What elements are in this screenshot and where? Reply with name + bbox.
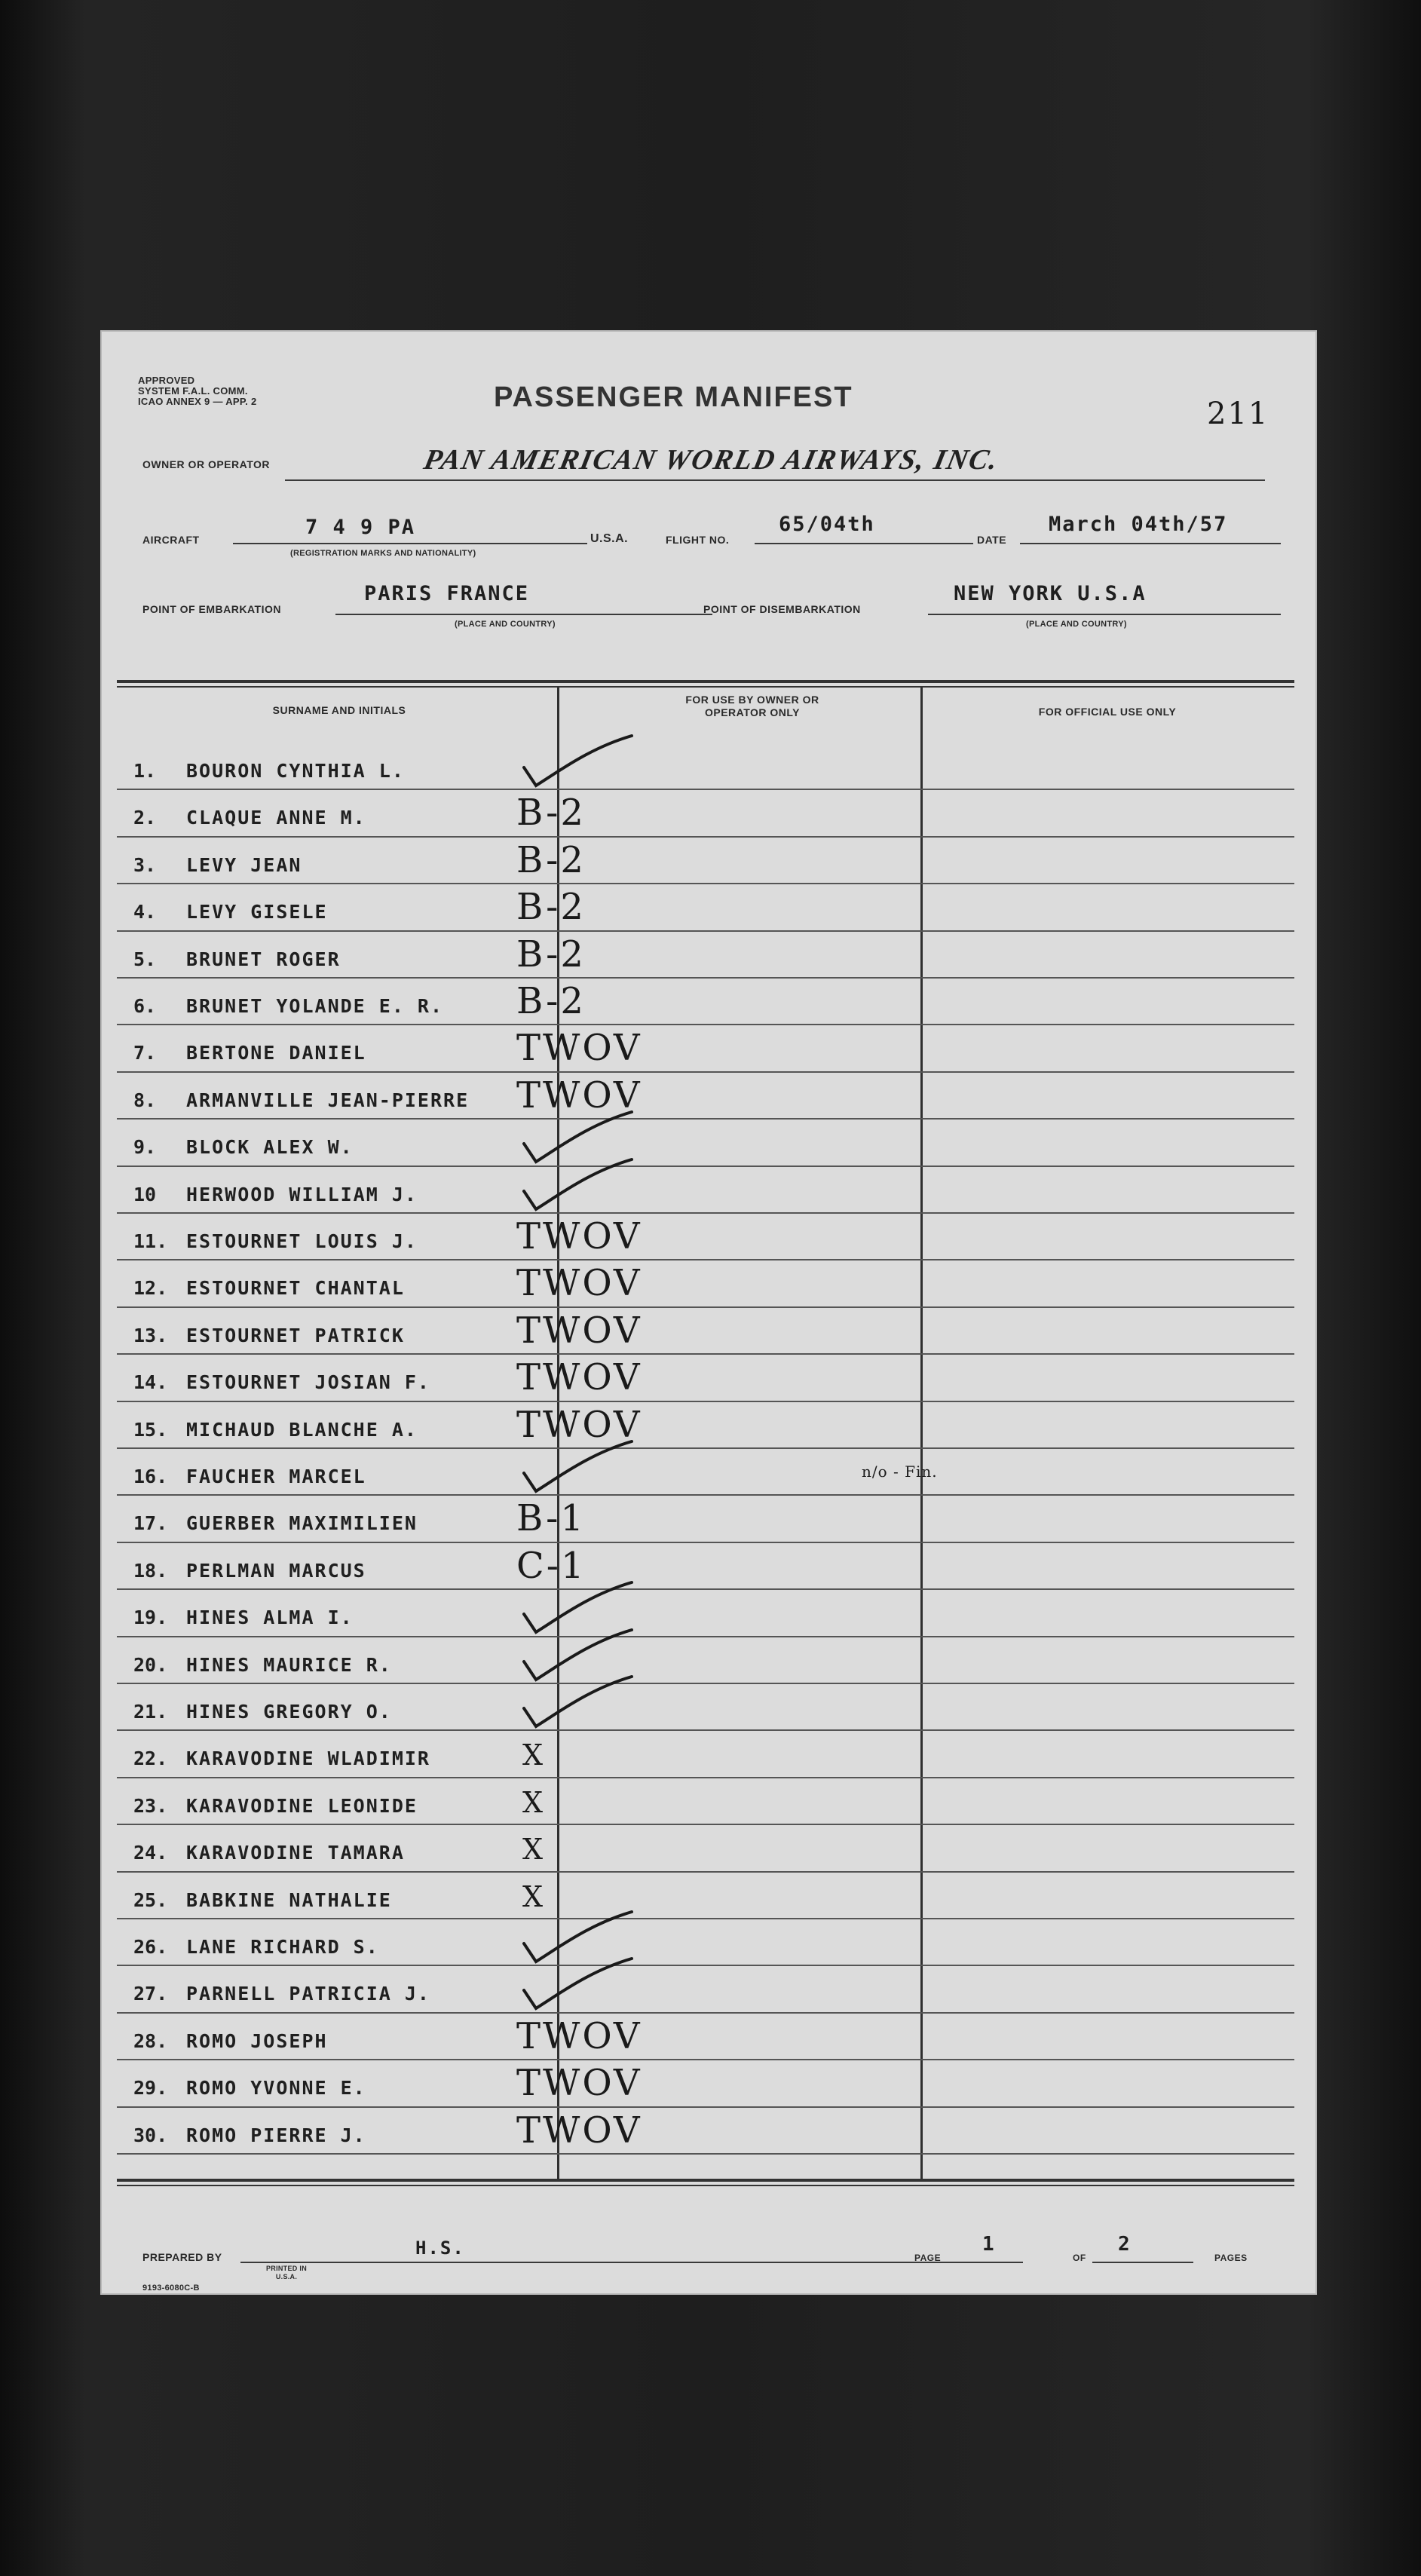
check-mark-stroke bbox=[524, 1441, 632, 1491]
passenger-name: KARAVODINE LEONIDE bbox=[186, 1794, 418, 1817]
passenger-name: LEVY GISELE bbox=[186, 901, 328, 924]
twov-annotation: TWOV bbox=[516, 2109, 642, 2152]
passenger-row-number: 6. bbox=[133, 995, 157, 1017]
passenger-name: BABKINE NATHALIE bbox=[186, 1888, 392, 1911]
row-rule bbox=[117, 789, 1294, 790]
passenger-row-number: 2. bbox=[133, 807, 157, 829]
twov-annotation: TWOV bbox=[516, 1262, 642, 1305]
visa-code-annotation: B-2 bbox=[516, 792, 586, 835]
check-mark-stroke bbox=[524, 736, 632, 786]
table-top-rule bbox=[117, 680, 1294, 683]
cross-mark-icon: X bbox=[522, 1738, 546, 1772]
row-rule bbox=[117, 1447, 1294, 1449]
date-underline bbox=[1020, 543, 1281, 544]
passenger-row-number: 14. bbox=[133, 1371, 168, 1394]
prepared-by-value: H.S. bbox=[415, 2238, 465, 2259]
cross-mark-icon: X bbox=[522, 1785, 546, 1819]
passenger-row-number: 18. bbox=[133, 1559, 168, 1582]
passenger-row-number: 30. bbox=[133, 2124, 168, 2146]
disembarkation-label: POINT OF DISEMBARKATION bbox=[703, 603, 861, 615]
row-rule bbox=[117, 1729, 1294, 1731]
visa-code-annotation: B-2 bbox=[516, 838, 586, 881]
passenger-name: HERWOOD WILLIAM J. bbox=[186, 1183, 418, 1205]
twov-annotation: TWOV bbox=[516, 1027, 642, 1070]
visa-code-annotation: C-1 bbox=[516, 1544, 586, 1587]
row-rule bbox=[117, 1683, 1294, 1684]
row-rule bbox=[117, 1494, 1294, 1496]
passenger-row-number: 5. bbox=[133, 948, 157, 970]
cross-mark-icon: X bbox=[522, 1879, 546, 1913]
passenger-name: PARNELL PATRICIA J. bbox=[186, 1983, 430, 2005]
passenger-name: ESTOURNET PATRICK bbox=[186, 1324, 405, 1346]
passenger-row-number: 15. bbox=[133, 1418, 168, 1441]
twov-annotation: TWOV bbox=[516, 1356, 642, 1399]
passenger-row-number: 27. bbox=[133, 1983, 168, 2005]
page-value: 1 bbox=[982, 2233, 996, 2256]
passenger-name: PERLMAN MARCUS bbox=[186, 1559, 366, 1582]
disembarkation-value: NEW YORK U.S.A bbox=[954, 582, 1147, 605]
row-rule bbox=[117, 1824, 1294, 1825]
passenger-name: FAUCHER MARCEL bbox=[186, 1466, 366, 1487]
twov-annotation: TWOV bbox=[516, 1215, 642, 1257]
pages-label: PAGES bbox=[1214, 2253, 1248, 2263]
twov-annotation: TWOV bbox=[516, 2062, 642, 2105]
passenger-row-number: 13. bbox=[133, 1324, 168, 1346]
passenger-row-number: 23. bbox=[133, 1794, 168, 1817]
row-rule bbox=[117, 1165, 1294, 1167]
printed-stamp: PRINTED IN U.S.A. bbox=[265, 2265, 307, 2280]
passenger-name: ESTOURNET JOSIAN F. bbox=[186, 1371, 430, 1394]
passenger-name: ROMO PIERRE J. bbox=[186, 2124, 366, 2146]
flight-value: 65/04th bbox=[779, 513, 875, 536]
flight-underline bbox=[755, 543, 973, 544]
date-label: DATE bbox=[977, 534, 1007, 546]
of-value: 2 bbox=[1118, 2233, 1132, 2256]
check-mark-stroke bbox=[524, 1677, 632, 1726]
approval-line-1: APPROVED bbox=[138, 375, 195, 386]
row-rule bbox=[117, 1636, 1294, 1637]
passenger-row-number: 24. bbox=[133, 1842, 168, 1864]
row-rule bbox=[117, 930, 1294, 932]
check-mark-icon bbox=[522, 1438, 635, 1499]
row-rule bbox=[117, 2012, 1294, 2014]
table-bottom-rule bbox=[117, 2179, 1294, 2182]
of-label: OF bbox=[1073, 2253, 1086, 2263]
column-header-official: FOR OFFICIAL USE ONLY bbox=[1038, 706, 1177, 718]
row-rule bbox=[117, 1212, 1294, 1214]
row-rule bbox=[117, 1306, 1294, 1308]
of-underline bbox=[1092, 2262, 1193, 2263]
page-label: PAGE bbox=[914, 2253, 942, 2263]
aircraft-underline bbox=[233, 543, 587, 544]
check-mark-stroke bbox=[524, 1112, 632, 1162]
embarkation-label: POINT OF EMBARKATION bbox=[142, 603, 281, 615]
row-rule bbox=[117, 836, 1294, 838]
manifest-sheet bbox=[100, 330, 1317, 2295]
row-rule bbox=[117, 1965, 1294, 1966]
passenger-row-number: 3. bbox=[133, 853, 157, 876]
row-rule bbox=[117, 977, 1294, 979]
passenger-name: KARAVODINE WLADIMIR bbox=[186, 1747, 430, 1770]
check-mark-icon bbox=[522, 1956, 635, 2016]
passenger-row-number: 4. bbox=[133, 901, 157, 924]
check-mark-stroke bbox=[524, 1959, 632, 2008]
row-rule bbox=[117, 1071, 1294, 1073]
twov-annotation: TWOV bbox=[516, 1074, 642, 1116]
check-mark-stroke bbox=[524, 1912, 632, 1962]
passenger-row-number: 9. bbox=[133, 1136, 157, 1159]
passenger-row-number: 25. bbox=[133, 1888, 168, 1911]
passenger-row-number: 19. bbox=[133, 1607, 168, 1629]
row-rule bbox=[117, 2059, 1294, 2060]
row-rule bbox=[117, 1588, 1294, 1590]
passenger-row-number: 10 bbox=[133, 1183, 157, 1205]
passenger-row-number: 8. bbox=[133, 1089, 157, 1111]
official-note: n/o - Fin. bbox=[862, 1463, 938, 1481]
column-divider-right bbox=[920, 688, 923, 2179]
handwritten-page-number: 211 bbox=[1207, 397, 1269, 431]
date-value: March 04th/57 bbox=[1049, 513, 1228, 536]
row-rule bbox=[117, 1353, 1294, 1355]
row-rule bbox=[117, 883, 1294, 884]
approval-line-3: ICAO ANNEX 9 — APP. 2 bbox=[138, 396, 257, 407]
visa-code-annotation: B-2 bbox=[516, 886, 586, 929]
passenger-name: LANE RICHARD S. bbox=[186, 1936, 379, 1958]
row-rule bbox=[117, 1542, 1294, 1543]
row-rule bbox=[117, 2153, 1294, 2155]
nationality-label: U.S.A. bbox=[590, 532, 629, 545]
prepared-by-underline bbox=[240, 2262, 1009, 2263]
passenger-name: HINES ALMA I. bbox=[186, 1607, 354, 1629]
passenger-name: KARAVODINE TAMARA bbox=[186, 1842, 405, 1864]
aircraft-label: AIRCRAFT bbox=[142, 534, 200, 546]
visa-code-annotation: B-1 bbox=[516, 1497, 586, 1540]
column-header-owner: FOR USE BY OWNER OR OPERATOR ONLY bbox=[685, 694, 819, 718]
approval-stamp bbox=[138, 375, 289, 407]
passenger-name: CLAQUE ANNE M. bbox=[186, 807, 366, 829]
twov-annotation: TWOV bbox=[516, 1403, 642, 1446]
disembarkation-underline bbox=[928, 614, 1281, 615]
passenger-row-number: 11. bbox=[133, 1230, 168, 1252]
passenger-row-number: 16. bbox=[133, 1466, 168, 1487]
passenger-row-number: 7. bbox=[133, 1042, 157, 1064]
passenger-name: BERTONE DANIEL bbox=[186, 1042, 366, 1064]
row-rule bbox=[117, 1918, 1294, 1919]
table-bottom-rule-2 bbox=[117, 2185, 1294, 2186]
passenger-name: ESTOURNET LOUIS J. bbox=[186, 1230, 418, 1252]
passenger-name: BLOCK ALEX W. bbox=[186, 1136, 354, 1159]
owner-underline bbox=[285, 479, 1265, 481]
passenger-row-number: 12. bbox=[133, 1277, 168, 1300]
disembarkation-sublabel: (PLACE AND COUNTRY) bbox=[1026, 620, 1127, 629]
approval-line-2: SYSTEM F.A.L. COMM. bbox=[138, 385, 248, 397]
passenger-row-number: 21. bbox=[133, 1701, 168, 1723]
row-rule bbox=[117, 1871, 1294, 1873]
form-number: 9193-6080C-B bbox=[142, 2283, 200, 2293]
passenger-name: MICHAUD BLANCHE A. bbox=[186, 1418, 418, 1441]
embarkation-sublabel: (PLACE AND COUNTRY) bbox=[455, 620, 556, 629]
check-mark-stroke bbox=[524, 1630, 632, 1680]
passenger-name: ESTOURNET CHANTAL bbox=[186, 1277, 405, 1300]
check-mark-stroke bbox=[524, 1159, 632, 1209]
airline-name: PAN AMERICAN WORLD AIRWAYS, INC. bbox=[421, 444, 1003, 476]
manifest-title: PASSENGER MANIFEST bbox=[494, 381, 853, 413]
twov-annotation: TWOV bbox=[516, 2014, 642, 2057]
embarkation-value: PARIS FRANCE bbox=[364, 582, 530, 605]
row-rule bbox=[117, 1401, 1294, 1402]
check-mark-icon bbox=[522, 733, 635, 793]
passenger-row-number: 22. bbox=[133, 1747, 168, 1770]
passenger-row-number: 26. bbox=[133, 1936, 168, 1958]
aircraft-value: 7 4 9 PA bbox=[305, 516, 416, 539]
passenger-name: BRUNET ROGER bbox=[186, 948, 341, 970]
column-header-surname: SURNAME AND INITIALS bbox=[272, 704, 406, 716]
passenger-name: ARMANVILLE JEAN-PIERRE bbox=[186, 1089, 470, 1111]
row-rule bbox=[117, 1024, 1294, 1025]
passenger-row-number: 20. bbox=[133, 1653, 168, 1676]
row-rule bbox=[117, 1259, 1294, 1260]
embarkation-underline bbox=[335, 614, 712, 615]
passenger-name: ROMO JOSEPH bbox=[186, 2029, 328, 2052]
row-rule bbox=[117, 1777, 1294, 1778]
passenger-name: BRUNET YOLANDE E. R. bbox=[186, 995, 444, 1017]
flight-label: FLIGHT NO. bbox=[666, 534, 730, 546]
passenger-name: HINES MAURICE R. bbox=[186, 1653, 392, 1676]
visa-code-annotation: B-2 bbox=[516, 933, 586, 976]
prepared-by-label: PREPARED BY bbox=[142, 2251, 222, 2263]
visa-code-annotation: B-2 bbox=[516, 980, 586, 1022]
twov-annotation: TWOV bbox=[516, 1309, 642, 1352]
table-top-rule-2 bbox=[117, 686, 1294, 688]
passenger-row-number: 17. bbox=[133, 1512, 168, 1535]
passenger-row-number: 1. bbox=[133, 760, 157, 782]
passenger-row-number: 29. bbox=[133, 2077, 168, 2100]
passenger-name: BOURON CYNTHIA L. bbox=[186, 760, 405, 782]
page-underline bbox=[949, 2262, 1023, 2263]
cross-mark-icon: X bbox=[522, 1833, 546, 1867]
passenger-name: HINES GREGORY O. bbox=[186, 1701, 392, 1723]
passenger-name: LEVY JEAN bbox=[186, 853, 302, 876]
aircraft-sublabel: (REGISTRATION MARKS AND NATIONALITY) bbox=[290, 549, 476, 558]
row-rule bbox=[117, 1118, 1294, 1120]
owner-label: OWNER OR OPERATOR bbox=[142, 458, 270, 470]
passenger-name: ROMO YVONNE E. bbox=[186, 2077, 366, 2100]
check-mark-icon bbox=[522, 1674, 635, 1734]
check-mark-icon bbox=[522, 1156, 635, 1217]
row-rule bbox=[117, 2106, 1294, 2108]
check-mark-stroke bbox=[524, 1582, 632, 1632]
passenger-row-number: 28. bbox=[133, 2029, 168, 2052]
passenger-name: GUERBER MAXIMILIEN bbox=[186, 1512, 418, 1535]
